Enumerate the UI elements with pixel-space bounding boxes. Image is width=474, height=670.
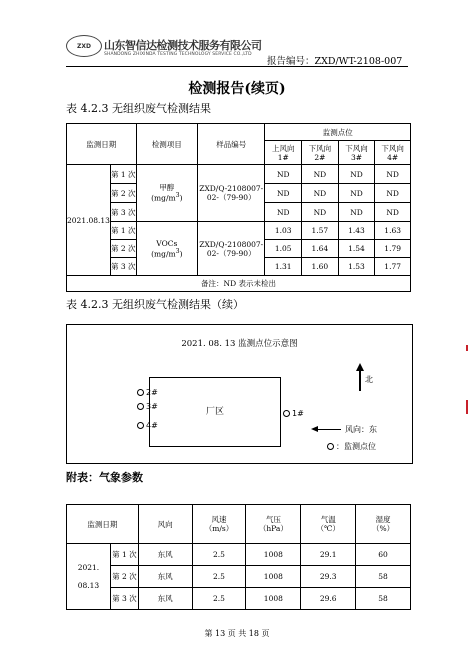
legend-circle-icon <box>327 443 334 450</box>
company-name-cn: 山东智信达检测技术服务有限公司 <box>104 39 262 52</box>
weather-header-humidity: 湿度 （%） <box>356 505 411 544</box>
table-note: 备注：ND 表示未检出 <box>67 276 411 292</box>
weather-header-speed: 风速 （m/s） <box>192 505 246 544</box>
point-circle-icon <box>137 403 144 410</box>
section1-title: 表 4.2.3 无组织废气检测结果 <box>66 102 211 115</box>
header-sample: 样品编号 <box>198 124 265 165</box>
table-row: 2021.08.13 第 1 次 甲醇 $(mg/m^3)$ ZXD/Q-2108007- 02-（79-90） ND ND ND ND <box>67 165 411 184</box>
monitoring-point-diagram <box>66 324 413 464</box>
weather-date: 2021. 08.13 <box>67 544 111 610</box>
edge-mark <box>466 345 468 351</box>
section2-title: 表 4.2.3 无组织废气检测结果（续） <box>66 298 244 311</box>
legend: ：监测点位 <box>327 441 376 452</box>
table-row: 第 3 次 ND ND ND ND <box>67 203 411 222</box>
emission-results-table <box>66 123 411 292</box>
factory-label: 厂区 <box>205 407 224 417</box>
point-1: 1# <box>283 409 304 418</box>
item-methanol: 甲醇 $(mg/m^3)$ <box>136 165 197 222</box>
page-number: 第 13 页 共 18 页 <box>204 629 270 638</box>
header-points: 监测点位 <box>265 124 411 141</box>
north-label: 北 <box>365 375 373 384</box>
weather-header-direction: 风向 <box>138 505 192 544</box>
weather-table <box>66 504 411 610</box>
table-row: 第 2 次 1.05 1.64 1.54 1.79 <box>67 240 411 258</box>
header-divider <box>66 66 408 67</box>
header-point-2: 下风向 2# <box>302 141 339 165</box>
point-circle-icon <box>137 422 144 429</box>
table-row: 第 3 次 东风 2.5 1008 29.6 58 <box>67 588 411 610</box>
weather-header-pressure: 气压 （hPa） <box>246 505 301 544</box>
company-logo <box>66 35 102 57</box>
point-circle-icon <box>137 389 144 396</box>
table-row: 第 2 次 东风 2.5 1008 29.3 58 <box>67 566 411 588</box>
sample-methanol: ZXD/Q-2108007- 02-（79-90） <box>198 165 265 222</box>
wind-arrow-shaft <box>317 429 341 430</box>
page-title: 检测报告(续页) <box>188 81 286 97</box>
sample-vocs: ZXD/Q-2108007- 02-（79-90） <box>198 222 265 276</box>
header-date: 监测日期 <box>67 124 137 165</box>
point-4: 4# <box>137 421 158 430</box>
point-circle-icon <box>283 410 290 417</box>
weather-header-date: 监测日期 <box>67 505 139 544</box>
table-row: 2021. 08.13 第 1 次 东风 2.5 1008 29.1 60 <box>67 544 411 566</box>
diagram-title: 2021. 08. 13 监测点位示意图 <box>181 339 298 349</box>
header-point-4: 下风向 4# <box>375 141 411 165</box>
edge-mark <box>466 400 468 414</box>
appendix-title: 附表：气象参数 <box>66 471 143 484</box>
factory-area <box>149 377 281 447</box>
point-3: 3# <box>137 402 158 411</box>
table-row: 第 1 次 VOCs $(mg/m^3)$ ZXD/Q-2108007- 02-（79-90） 1.03 1.57 1.43 1.63 <box>67 222 411 240</box>
item-vocs: VOCs $(mg/m^3)$ <box>136 222 197 276</box>
header-item: 检测项目 <box>136 124 197 165</box>
point-2: 2# <box>137 388 158 397</box>
date-cell: 2021.08.13 <box>67 165 111 276</box>
company-name-en: SHANDONG ZHIXINDA TESTING TECHNOLOGY SERVICE CO.,LTD <box>104 52 252 57</box>
table-row: 第 2 次 ND ND ND ND <box>67 184 411 203</box>
header-point-3: 下风向 3# <box>338 141 375 165</box>
report-number: 报告编号：ZXD/WT-2108-007 <box>267 56 403 67</box>
header-point-1: 上风向 1# <box>265 141 302 165</box>
north-arrow-shaft <box>359 369 361 391</box>
logo-text: ZXD <box>77 42 91 50</box>
wind-label: 风向：东 <box>345 425 377 434</box>
weather-header-temp: 气温 （℃） <box>301 505 356 544</box>
table-row: 第 3 次 1.31 1.60 1.53 1.77 <box>67 258 411 276</box>
